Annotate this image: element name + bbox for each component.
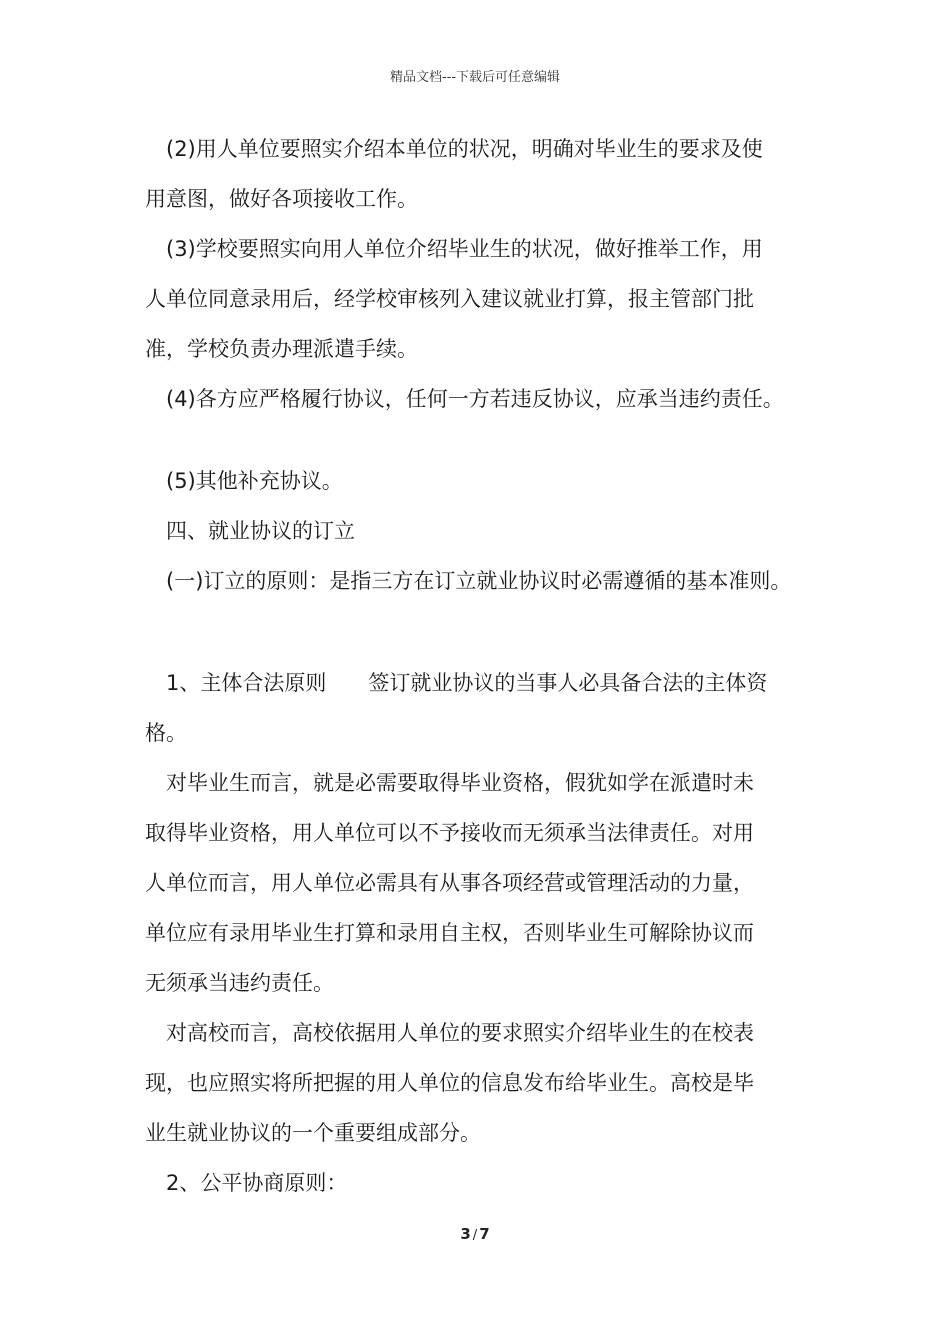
total-pages: 7 (479, 1225, 490, 1243)
text-line: 准，学校负责办理派遣手续。 (145, 337, 418, 361)
paragraph-principle-1 (145, 658, 820, 758)
text-line: (2)用人单位要照实介绍本单位的状况，明确对毕业生的要求及使 (166, 137, 763, 161)
spacer (145, 424, 820, 456)
paragraph-clause-3 (145, 224, 820, 374)
page-separator: / (472, 1228, 478, 1243)
paragraph-clause-5 (145, 456, 820, 506)
text-line: 2、公平协商原则： (166, 1171, 348, 1195)
document-body (145, 124, 820, 1208)
paragraph-clause-2 (145, 124, 820, 224)
page-header: 精品文档---下载后可任意编辑 (389, 70, 561, 85)
spacer (145, 606, 820, 658)
text-line: 1、主体合法原则 签订就业协议的当事人必具备合法的主体资 (166, 671, 768, 695)
page-number (0, 1225, 950, 1243)
paragraph-principle-2 (145, 1158, 820, 1208)
text-line: 现，也应照实将所把握的用人单位的信息发布给毕业生。高校是毕 (145, 1071, 754, 1095)
text-line: 取得毕业资格，用人单位可以不予接收而无须承当法律责任。对用 (145, 821, 754, 845)
text-line: 人单位而言，用人单位必需具有从事各项经营或管理活动的力量， (145, 871, 754, 895)
text-line: (4)各方应严格履行协议，任何一方若违反协议，应承当违约责任。 (166, 387, 784, 411)
text-line: 业生就业协议的一个重要组成部分。 (145, 1121, 481, 1145)
text-line: 人单位同意录用后，经学校审核列入建议就业打算，报主管部门批 (145, 287, 754, 311)
paragraph-universities (145, 1008, 820, 1158)
text-line: 对高校而言，高校依据用人单位的要求照实介绍毕业生的在校表 (166, 1021, 754, 1045)
text-line: 四、就业协议的订立 (166, 519, 355, 543)
text-line: (一)订立的原则：是指三方在订立就业协议时必需遵循的基本准则。 (166, 569, 792, 593)
text-line: 格。 (145, 721, 187, 745)
paragraph-graduates (145, 758, 820, 1008)
paragraph-clause-4 (145, 374, 820, 424)
section-heading (145, 506, 820, 556)
text-line: 用意图，做好各项接收工作。 (145, 187, 418, 211)
text-line: 单位应有录用毕业生打算和录用自主权，否则毕业生可解除协议而 (145, 921, 754, 945)
text-line: (3)学校要照实向用人单位介绍毕业生的状况，做好推举工作，用 (166, 237, 763, 261)
text-line: (5)其他补充协议。 (166, 469, 343, 493)
text-line: 无须承当违约责任。 (145, 971, 334, 995)
paragraph-principle-intro (145, 556, 820, 606)
current-page: 3 (460, 1225, 471, 1243)
text-line: 对毕业生而言，就是必需要取得毕业资格，假犹如学在派遣时未 (166, 771, 754, 795)
